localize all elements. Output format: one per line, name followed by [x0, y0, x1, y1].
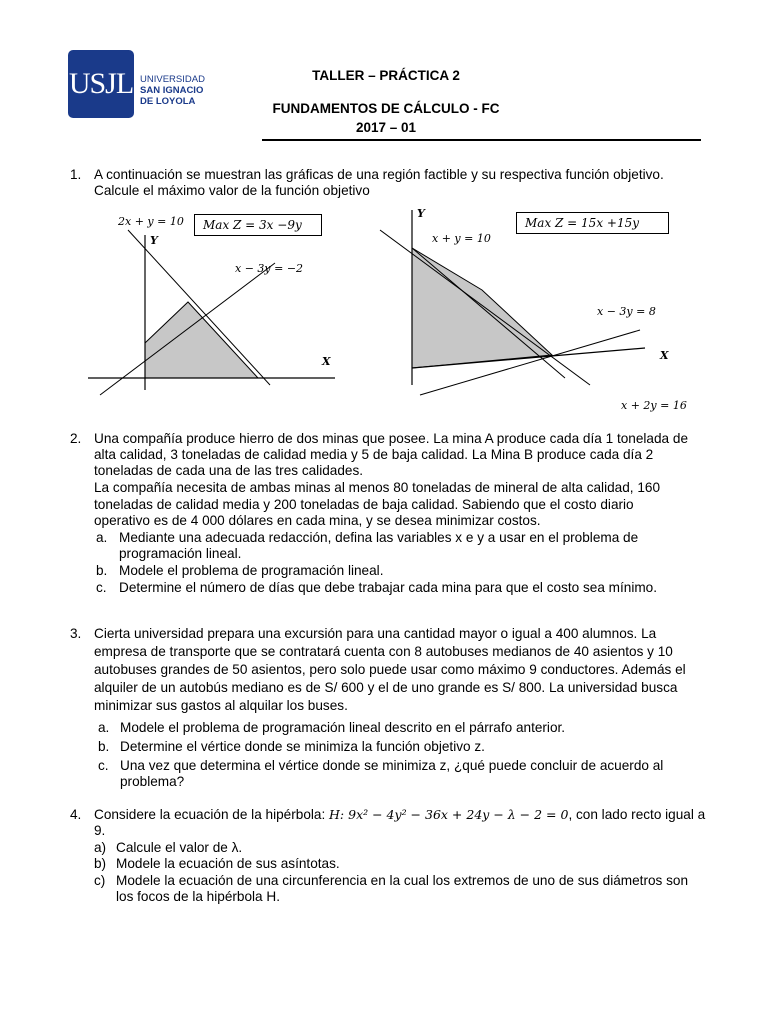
logo-text	[140, 74, 205, 107]
q2-c-text: Determine el número de días que debe trabajar cada mina para que el costo sea mínimo.	[119, 580, 658, 595]
q3-a-text: Modele el problema de programación lineal descrito en el párrafo anterior.	[120, 720, 566, 735]
q4-line-1-pre: Considere la ecuación de la hipérbola:	[94, 807, 330, 822]
q2-b-label: b.	[96, 563, 108, 578]
q3-line-2: empresa de transporte que se contratará cuenta con 8 autobuses medianos de 40 asientos y 10	[94, 644, 673, 659]
q2-p1-line-3: toneladas de cada una de las tres calidades.	[94, 463, 364, 478]
q3-line-4: alquiler de un autobús mediano es de S/ 600 y el de uno grande es S/ 800. La universidad busca	[94, 680, 678, 695]
hyperbola-equation: H: 9x² − 4y² − 36x + 24y − λ − 2 = 0	[329, 807, 569, 822]
graph-2-label-a: x + y = 10	[432, 232, 491, 245]
q4-b-text: Modele la ecuación de sus asíntotas.	[116, 856, 340, 871]
q2-p1-line-2: alta calidad, 3 toneladas de calidad media y 5 de baja calidad. La Mina B produce cada día 2	[94, 447, 654, 462]
logo-line-2: SAN IGNACIO	[140, 85, 204, 96]
logo-line-3: DE LOYOLA	[140, 96, 196, 107]
q3-c-label: c.	[98, 758, 109, 773]
q3-c-line-1: Una vez que determina el vértice donde se minimiza z, ¿qué puede concluir de acuerdo al	[120, 758, 664, 773]
q4-line-1	[94, 807, 705, 824]
graph-2-x-label: X	[660, 349, 669, 362]
term: 2017 – 01	[355, 120, 417, 135]
q2-p1-line-1: Una compañía produce hierro de dos minas que posee. La mina A produce cada día 1 tonelada de	[94, 431, 689, 446]
graph-1-x-label: X	[322, 355, 331, 368]
q3-line-3: autobuses grandes de 50 asientos, pero solo puede usar como máximo 9 conductores. Además el	[94, 662, 686, 677]
q3-b-label: b.	[98, 739, 110, 754]
graph-1-label-b: x − 3y = −2	[235, 262, 304, 275]
q3-a-label: a.	[98, 720, 110, 735]
q3-c-line-2: problema?	[120, 774, 185, 789]
q1-text-1: A continuación se muestran las gráficas de una región factible y su respectiva función objetivo.	[94, 167, 664, 182]
q2-b-text: Modele el problema de programación lineal.	[119, 563, 384, 578]
doc-title: TALLER – PRÁCTICA 2	[312, 68, 460, 83]
header-rule	[262, 139, 701, 141]
q2-c-label: c.	[96, 580, 107, 595]
q4-number: 4.	[70, 807, 82, 822]
q2-number: 2.	[70, 431, 82, 446]
graph-2-label-b: x − 3y = 8	[597, 305, 656, 318]
q4-b-label: b)	[94, 856, 107, 871]
university-logo	[68, 50, 134, 118]
q2-p2-line-3: operativo es de 4 000 dólares en cada mina, y se desea minimizar costos.	[94, 513, 541, 528]
graph-2-label-c: x + 2y = 16	[621, 399, 687, 412]
q3-line-5: minimizar sus gastos al alquilar los buses.	[94, 698, 348, 713]
logo-line-1: UNIVERSIDAD	[140, 74, 205, 85]
q2-a-line-2: programación lineal.	[119, 546, 242, 561]
q4-line-2: 9.	[94, 823, 106, 838]
graph-1-objective: Max Z = 3x −9y	[194, 214, 322, 236]
q3-line-1: Cierta universidad prepara una excursión para una cantidad mayor o igual a 400 alumnos. La	[94, 626, 657, 641]
course-title: FUNDAMENTOS DE CÁLCULO - FC	[272, 101, 500, 116]
q1-number: 1.	[70, 167, 82, 182]
q2-p2-line-1: La compañía necesita de ambas minas al menos 80 toneladas de mineral de alta calidad, 160	[94, 480, 661, 495]
q4-a-label: a)	[94, 840, 107, 855]
q4-c-line-1: Modele la ecuación de una circunferencia en la cual los extremos de uno de sus diámetros son	[116, 873, 689, 888]
graph-2-objective: Max Z = 15x +15y	[516, 212, 669, 234]
graph-1-feasible-region	[145, 302, 258, 378]
q2-a-label: a.	[96, 530, 108, 545]
q3-b-text: Determine el vértice donde se minimiza la función objetivo z.	[120, 739, 485, 754]
graph-2-y-label: Y	[417, 207, 425, 220]
graph-1-y-label: Y	[150, 234, 158, 247]
logo-mark: USJL	[68, 67, 134, 100]
q4-c-line-2: los focos de la hipérbola H.	[116, 889, 280, 904]
q4-a-text: Calcule el valor de λ.	[116, 840, 243, 855]
q4-c-label: c)	[94, 873, 106, 888]
q3-number: 3.	[70, 626, 82, 641]
graph-1-label-a: 2x + y = 10	[118, 215, 184, 228]
q4-line-1-post: , con lado recto igual a	[568, 807, 706, 822]
q1-text-2: Calcule el máximo valor de la función objetivo	[94, 183, 370, 198]
q2-p2-line-2: toneladas de calidad media y 200 toneladas de baja calidad. Sabiendo que el costo diario	[94, 497, 634, 512]
q2-a-line-1: Mediante una adecuada redacción, defina las variables x e y a usar en el problema de	[119, 530, 639, 545]
